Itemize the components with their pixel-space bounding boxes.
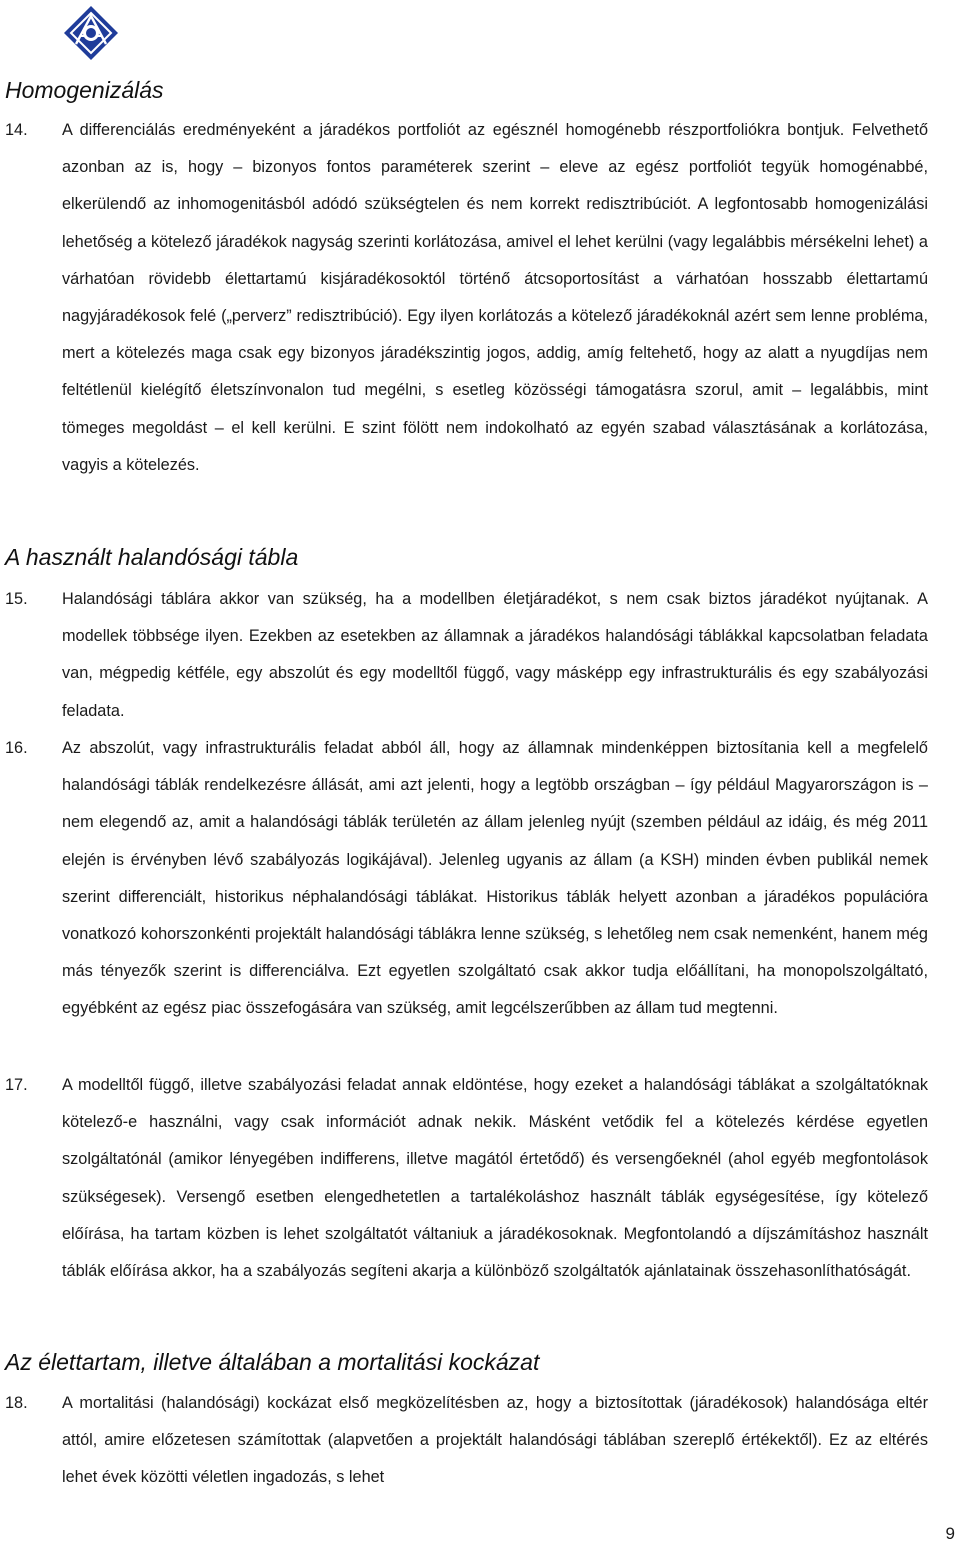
page-number: 9	[945, 1524, 955, 1543]
item-number: 14.	[5, 121, 28, 139]
item-paragraph: Az abszolút, vagy infrastrukturális feladat abból áll, hogy az államnak mindenképpen biztosítania kell a megfelelő halandósági táblák rendelkezésre állását, ami azt jelenti, hogy a legtöbb országban – így például Magyarországon is – nem elegendő az, amit a halandósági táblák területén az állam jelenleg nyújt (szemben például az idáig, és még 2011 elején is érvényben lévő szabályozás logikájával). Jelenleg ugyanis az állam (a KSH) minden évben publikál nemek szerint differenciált, historikus néphalandósági táblákat. Historikus táblák helyett azonban a járadékos populációra vonatkozó kohorszonkénti projektált halandósági táblákra lenne szükség, s lehetőleg nem csak nemenként, hanem még más tényezők szerint is differenciálva. Ezt egyetlen szolgáltató csak akkor tudja előállítani, ha monopolszolgáltató, egyébként az egész piac összefogására van szükség, amit legcélszerűbben az állam tud megtenni.	[62, 739, 928, 1018]
item-number: 15.	[5, 590, 28, 608]
section-heading-halandosagi-tabla: A használt halandósági tábla	[5, 544, 299, 570]
section-heading-homogenizalas: Homogenizálás	[5, 77, 164, 103]
item-paragraph: A modelltől függő, illetve szabályozási feladat annak eldöntése, hogy ezeket a halandósági táblákat a szolgáltatóknak kötelező-e használni, vagy csak információt adnak nekik. Másként vetődik fel a kötelezés kérdése egyetlen szolgáltatónál (amikor lényegében indifferens, illetve magától értetődő) és versengőeknél (ahol egyéb megfontolások szükségesek). Versengő esetben elengedhetetlen a tartalékoláshoz használt táblák egységesítése, így kötelező előírása, ha tartam közben is lehet szolgáltatót váltaniuk a járadékosoknak. Megfontolandó a díjszámításhoz használt táblák előírása akkor, ha a szabályozás segíteni akarja a különböző szolgáltatók ajánlatainak összehasonlíthatóságát.	[62, 1076, 928, 1281]
item-paragraph: Halandósági táblára akkor van szükség, ha a modellben életjáradékot, s nem csak biztos járadékot nyújtanak. A modellek többsége ilyen. Ezekben az esetekben az államnak a járadékos halandósági táblákkal kapcsolatban feladata van, mégpedig kétféle, egy abszolút és egy modelltől függő, vagy másképp egy infrastrukturális és egy szabályozási feladata.	[62, 590, 928, 720]
section-heading-mortalitasi-kockazat: Az élettartam, illetve általában a mortalitási kockázat	[5, 1349, 540, 1375]
item-paragraph: A differenciálás eredményeként a járadékos portfoliót az egésznél homogénebb részportfoliókra bontjuk. Felvethető azonban az is, hogy – bizonyos fontos paraméterek szerint – eleve az egész portfoliót tegyük homogénabbé, elkerülendő az inhomogenitásból adódó szükségtelen és nem korrekt redisztribúciót. A legfontosabb homogenizálási lehetőség a kötelező járadékok nagyság szerinti korlátozása, amivel el lehet kerülni (vagy legalábbis mérsékelni lehet) a várhatóan rövidebb élettartamú kisjáradékosoktól történő átcsoportosítást a várhatóan hosszabb élettartamú nagyjáradékosok felé („perverz” redisztribúció). Egy ilyen korlátozás a kötelező járadékoknál azért sem lenne probléma, mert a kötelezés maga csak egy bizonyos járadékszintig jogos, addig, amíg feltehető, hogy az alatt a nyugdíjas nem feltétlenül kielégítő életszínvonalon tud megélni, s esetleg közösségi támogatásra szorul, amit – legalábbis, mint tömeges megoldást – el kell kerülni. E szint fölött nem indokolható az egyén szabad választásának a korlátozása, vagyis a kötelezés.	[62, 121, 928, 474]
item-number: 16.	[5, 739, 28, 757]
item-number: 18.	[5, 1394, 28, 1412]
item-paragraph: A mortalitási (halandósági) kockázat első megközelítésben az, hogy a biztosítottak (járadékosok) halandósága eltér attól, amire előzetesen számítottak (alapvetően a projektált halandósági táblában szereplő értékektől). Ez az eltérés lehet évek közötti véletlen ingadozás, s lehet	[62, 1394, 928, 1487]
compass-logo-icon	[62, 4, 120, 62]
item-number: 17.	[5, 1076, 28, 1094]
